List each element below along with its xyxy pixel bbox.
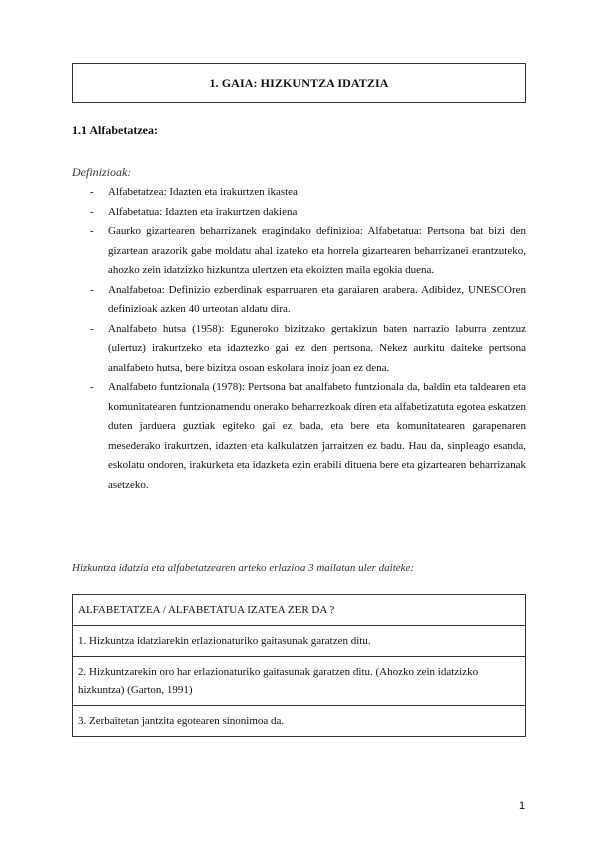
table-cell: 3. Zerbaitetan jantzita egotearen sinonimoa da.	[73, 706, 526, 737]
section-heading: 1.1 Alfabetatzea:	[72, 123, 158, 137]
table-cell: 2. Hizkuntzarekin oro har erlazionaturiko gaitasunak garatzen ditu. (Ahozko zein idatzizko hizkuntza) (Garton, 1991)	[73, 657, 526, 706]
page-number: 1	[519, 800, 526, 812]
definition-item: - Analfabeto funtzionala (1978): Pertsona bat analfabeto funtzionala da, baldin eta taldearen eta komunitatearen funtzionamendu onerako beharrezkoak diren eta alfabetizatuta egotea eskatzen duten jarduera guztiak egiteko gai ez bada, eta bere eta komunitatearen garapenaren mesederako irakurtzen, idazten eta kalkulatzen jarraitzen ez badu. Hau da, sinpleago esanda, eskolatu ondoren, irakurketa eta idazketa ezin erabili dituena bere eta gizartearen beharrizanak asetzeko.	[90, 381, 526, 491]
chapter-title: 1. GAIA: HIZKUNTZA IDATZIA	[209, 75, 389, 90]
table-row	[73, 657, 526, 706]
definition-item: - Gaurko gizartearen beharrizanek eragindako definizioa: Alfabetatua: Pertsona bat bizi den gizartean arazorik gabe moldatu ahal izateko eta horrela gizartearen beharrizanei erantzuteko, ahozko zein idatzizko hizkuntza ulertzen eta ekoizten maila egokia duena.	[90, 225, 526, 276]
table-header-cell: ALFABETATZEA / ALFABETATUA IZATEA ZER DA ?	[73, 595, 526, 626]
definitions-label: Definizioak:	[72, 165, 132, 179]
relation-text: Hizkuntza idatzia eta alfabetatzearen arteko erlazioa 3 mailatan uler daiteke:	[72, 562, 415, 574]
definition-item: - Analfabetoa: Definizio ezberdinak esparruaren eta garaiaren arabera. Adibidez, UNESCOren definizioak azken 40 urteotan aldatu dira.	[90, 283, 526, 315]
levels-table	[72, 594, 526, 737]
table-header-row	[73, 595, 526, 626]
table-row	[73, 626, 526, 657]
chapter-title-box	[72, 63, 526, 103]
table-cell: 1. Hizkuntza idatziarekin erlazionaturiko gaitasunak garatzen ditu.	[73, 626, 526, 657]
definitions-list	[90, 183, 526, 495]
definition-item: - Alfabetatzea: Idazten eta irakurtzen ikastea	[90, 186, 298, 198]
definition-item: - Alfabetatua: Idazten eta irakurtzen dakiena	[90, 205, 298, 218]
definition-item: - Analfabeto hutsa (1958): Eguneroko bizitzako gertakizun baten narrazio laburra zentzuz (ulertuz) irakurtzeko eta idaztezko gai ez den pertsona. Nekez aurkitu daiteke pertsona analfabeto hutsa, bere bizitza osoan eskolara inoiz joan ez dena.	[90, 322, 526, 374]
table-row	[73, 706, 526, 737]
